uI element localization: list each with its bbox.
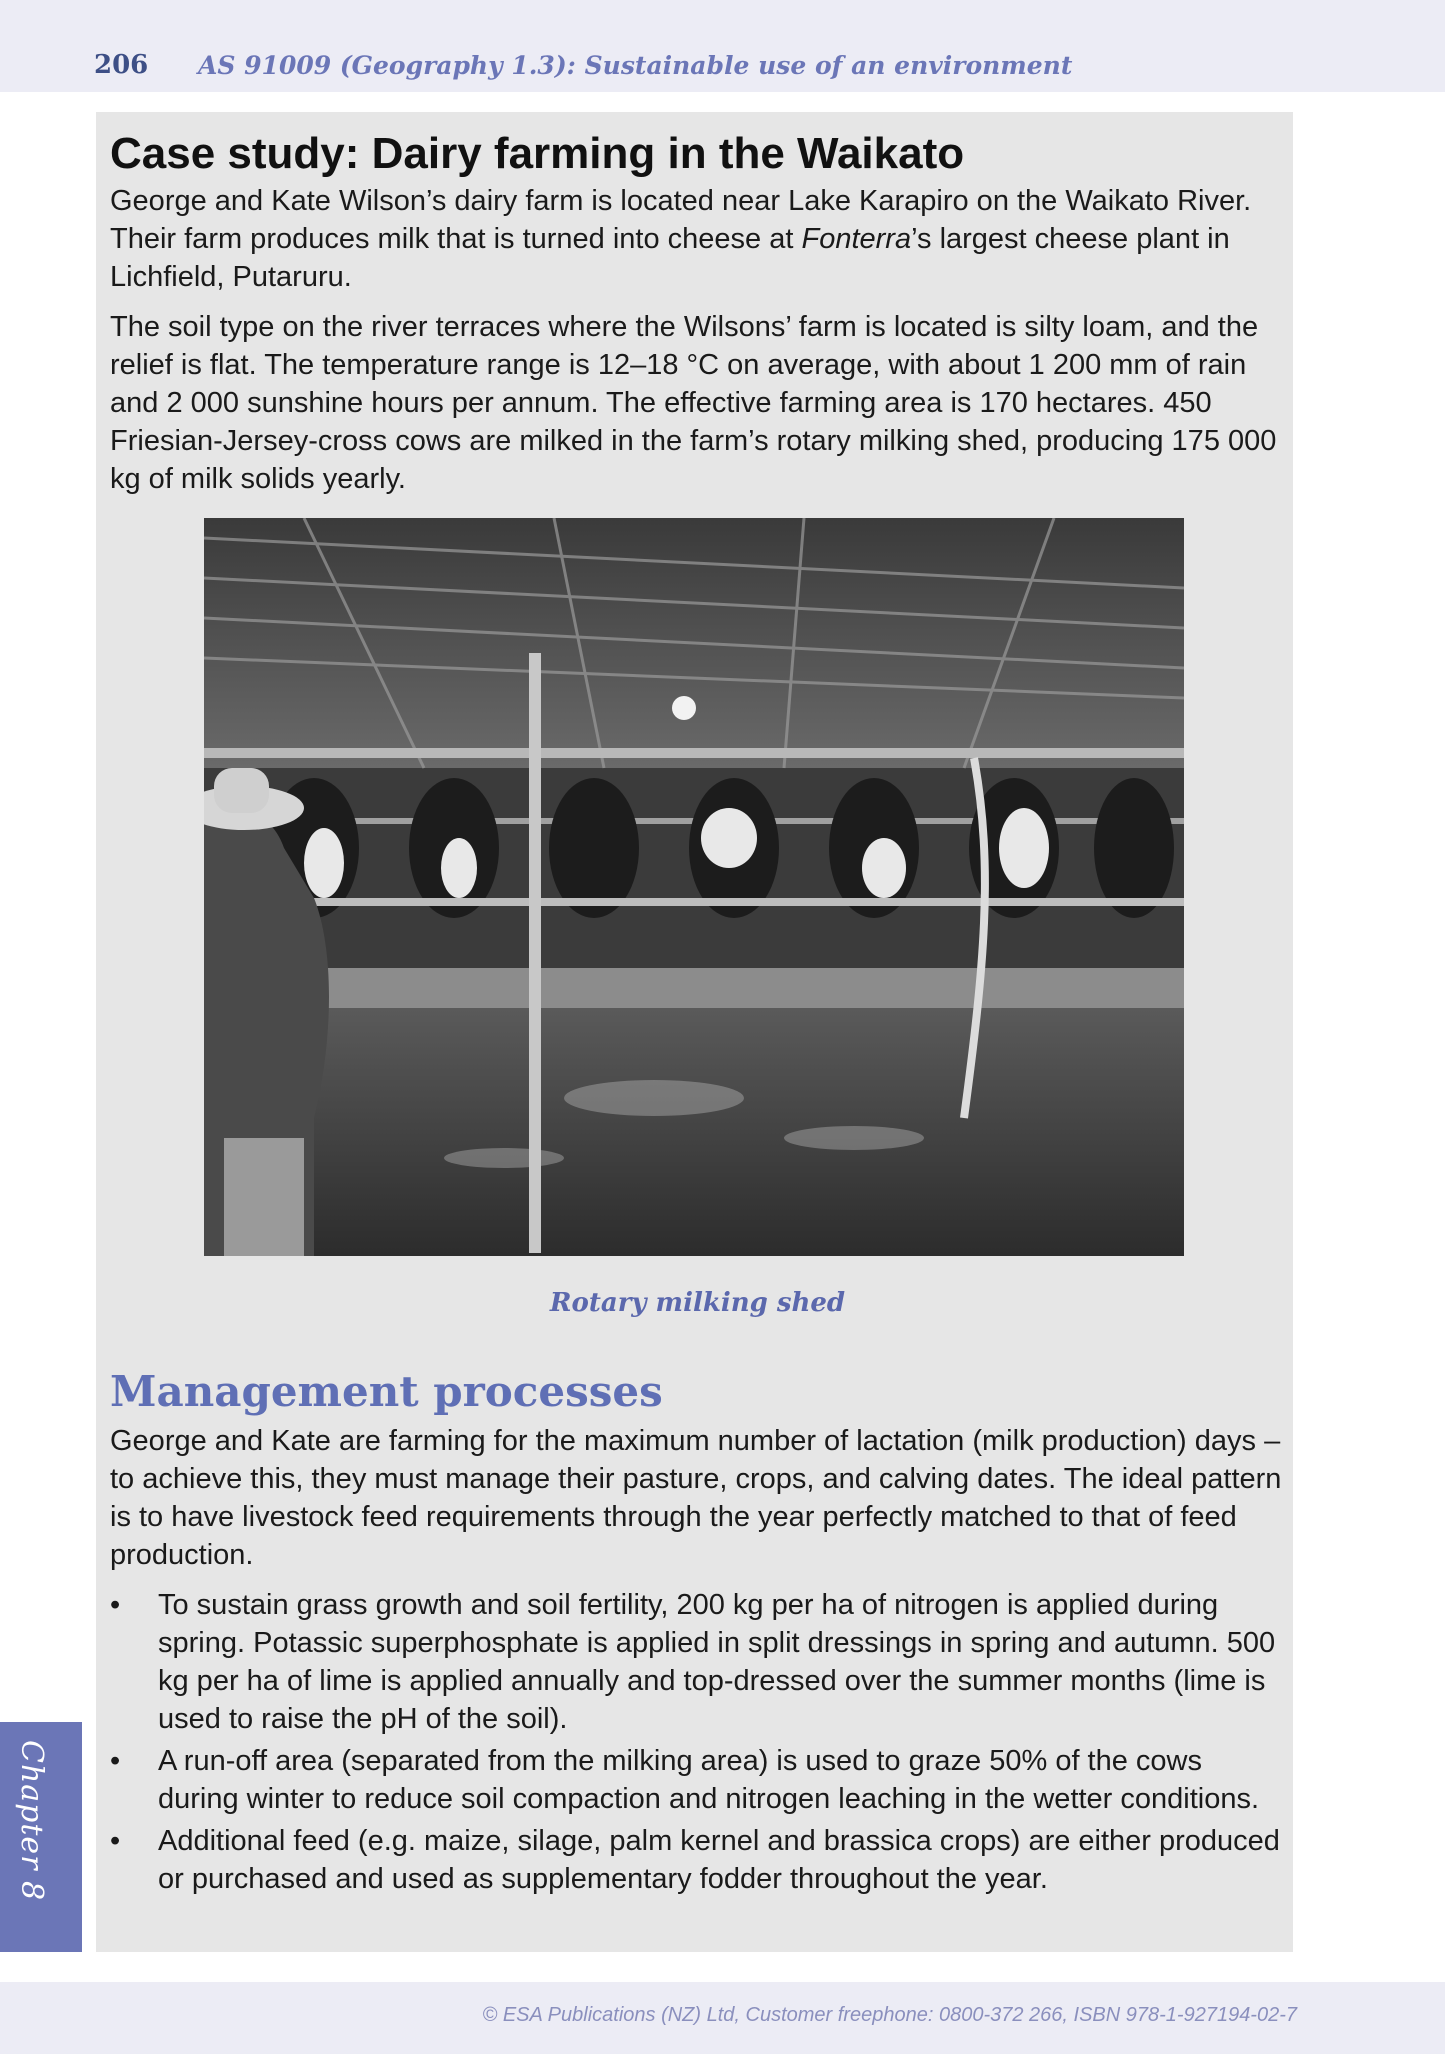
case-study-paragraph-1: George and Kate Wilson’s dairy farm is located near Lake Karapiro on the Waikato River. Their farm produces milk that is turned into cheese at Fonterra’s largest cheese plant in Lichfield, Putaruru.	[110, 185, 1252, 293]
case-study-paragraph-2: The soil type on the river terraces where the Wilsons’ farm is located is silty loam, and the relief is flat. The temperature range is 12–18 °C on average, with about 1 200 mm of rain and 2 000 sunshine hours per annum. The effective farming area is 170 hectares. 450 Friesian-Jersey-cross cows are milked in the farm’s rotary milking shed, producing 175 000 kg of milk solids yearly.	[110, 311, 1277, 495]
management-title: Management processes	[110, 1367, 663, 1416]
management-intro: George and Kate are farming for the maximum number of lactation (milk production) days – to achieve this, they must manage their pasture, crops, and calving dates. The ideal pattern is to have livestock feed requirements through the year perfectly matched to that of feed production.	[110, 1425, 1282, 1571]
footer-copyright: © ESA Publications (NZ) Ltd, Customer freephone: 0800-372 266, ISBN 978-1-927194-02-7	[482, 2004, 1297, 2026]
chapter-tab-label: Chapter 8	[14, 1740, 49, 1902]
bullet-icon: •	[110, 1745, 121, 1777]
running-head: AS 91009 (Geography 1.3): Sustainable use of an environment	[198, 51, 1073, 80]
company-name: Fonterra	[801, 223, 912, 255]
chapter-tab	[0, 1722, 82, 1952]
page-number: 206	[94, 50, 149, 80]
list-item: • Additional feed (e.g. maize, silage, palm kernel and brassica crops) are either produced or purchased and used as supplementary fodder throughout the year.	[110, 1822, 1285, 1898]
management-bullet-list	[110, 1586, 1285, 1898]
page-content	[110, 126, 1285, 1902]
list-item: • A run-off area (separated from the milking area) is used to graze 50% of the cows during winter to reduce soil compaction and nitrogen leaching in the wetter conditions.	[110, 1742, 1285, 1818]
case-study-title: Case study: Dairy farming in the Waikato	[110, 129, 965, 178]
bullet-icon: •	[110, 1825, 121, 1857]
rotary-milking-shed-photo	[204, 518, 1184, 1256]
photo-caption: Rotary milking shed	[549, 1288, 846, 1318]
bullet-icon: •	[110, 1589, 121, 1621]
list-item: • To sustain grass growth and soil fertility, 200 kg per ha of nitrogen is applied during spring. Potassic superphosphate is applied in split dressings in spring and autumn. 500 kg per ha of lime is applied annually and top-dressed over the summer months (lime is used to raise the pH of the soil).	[110, 1586, 1285, 1738]
